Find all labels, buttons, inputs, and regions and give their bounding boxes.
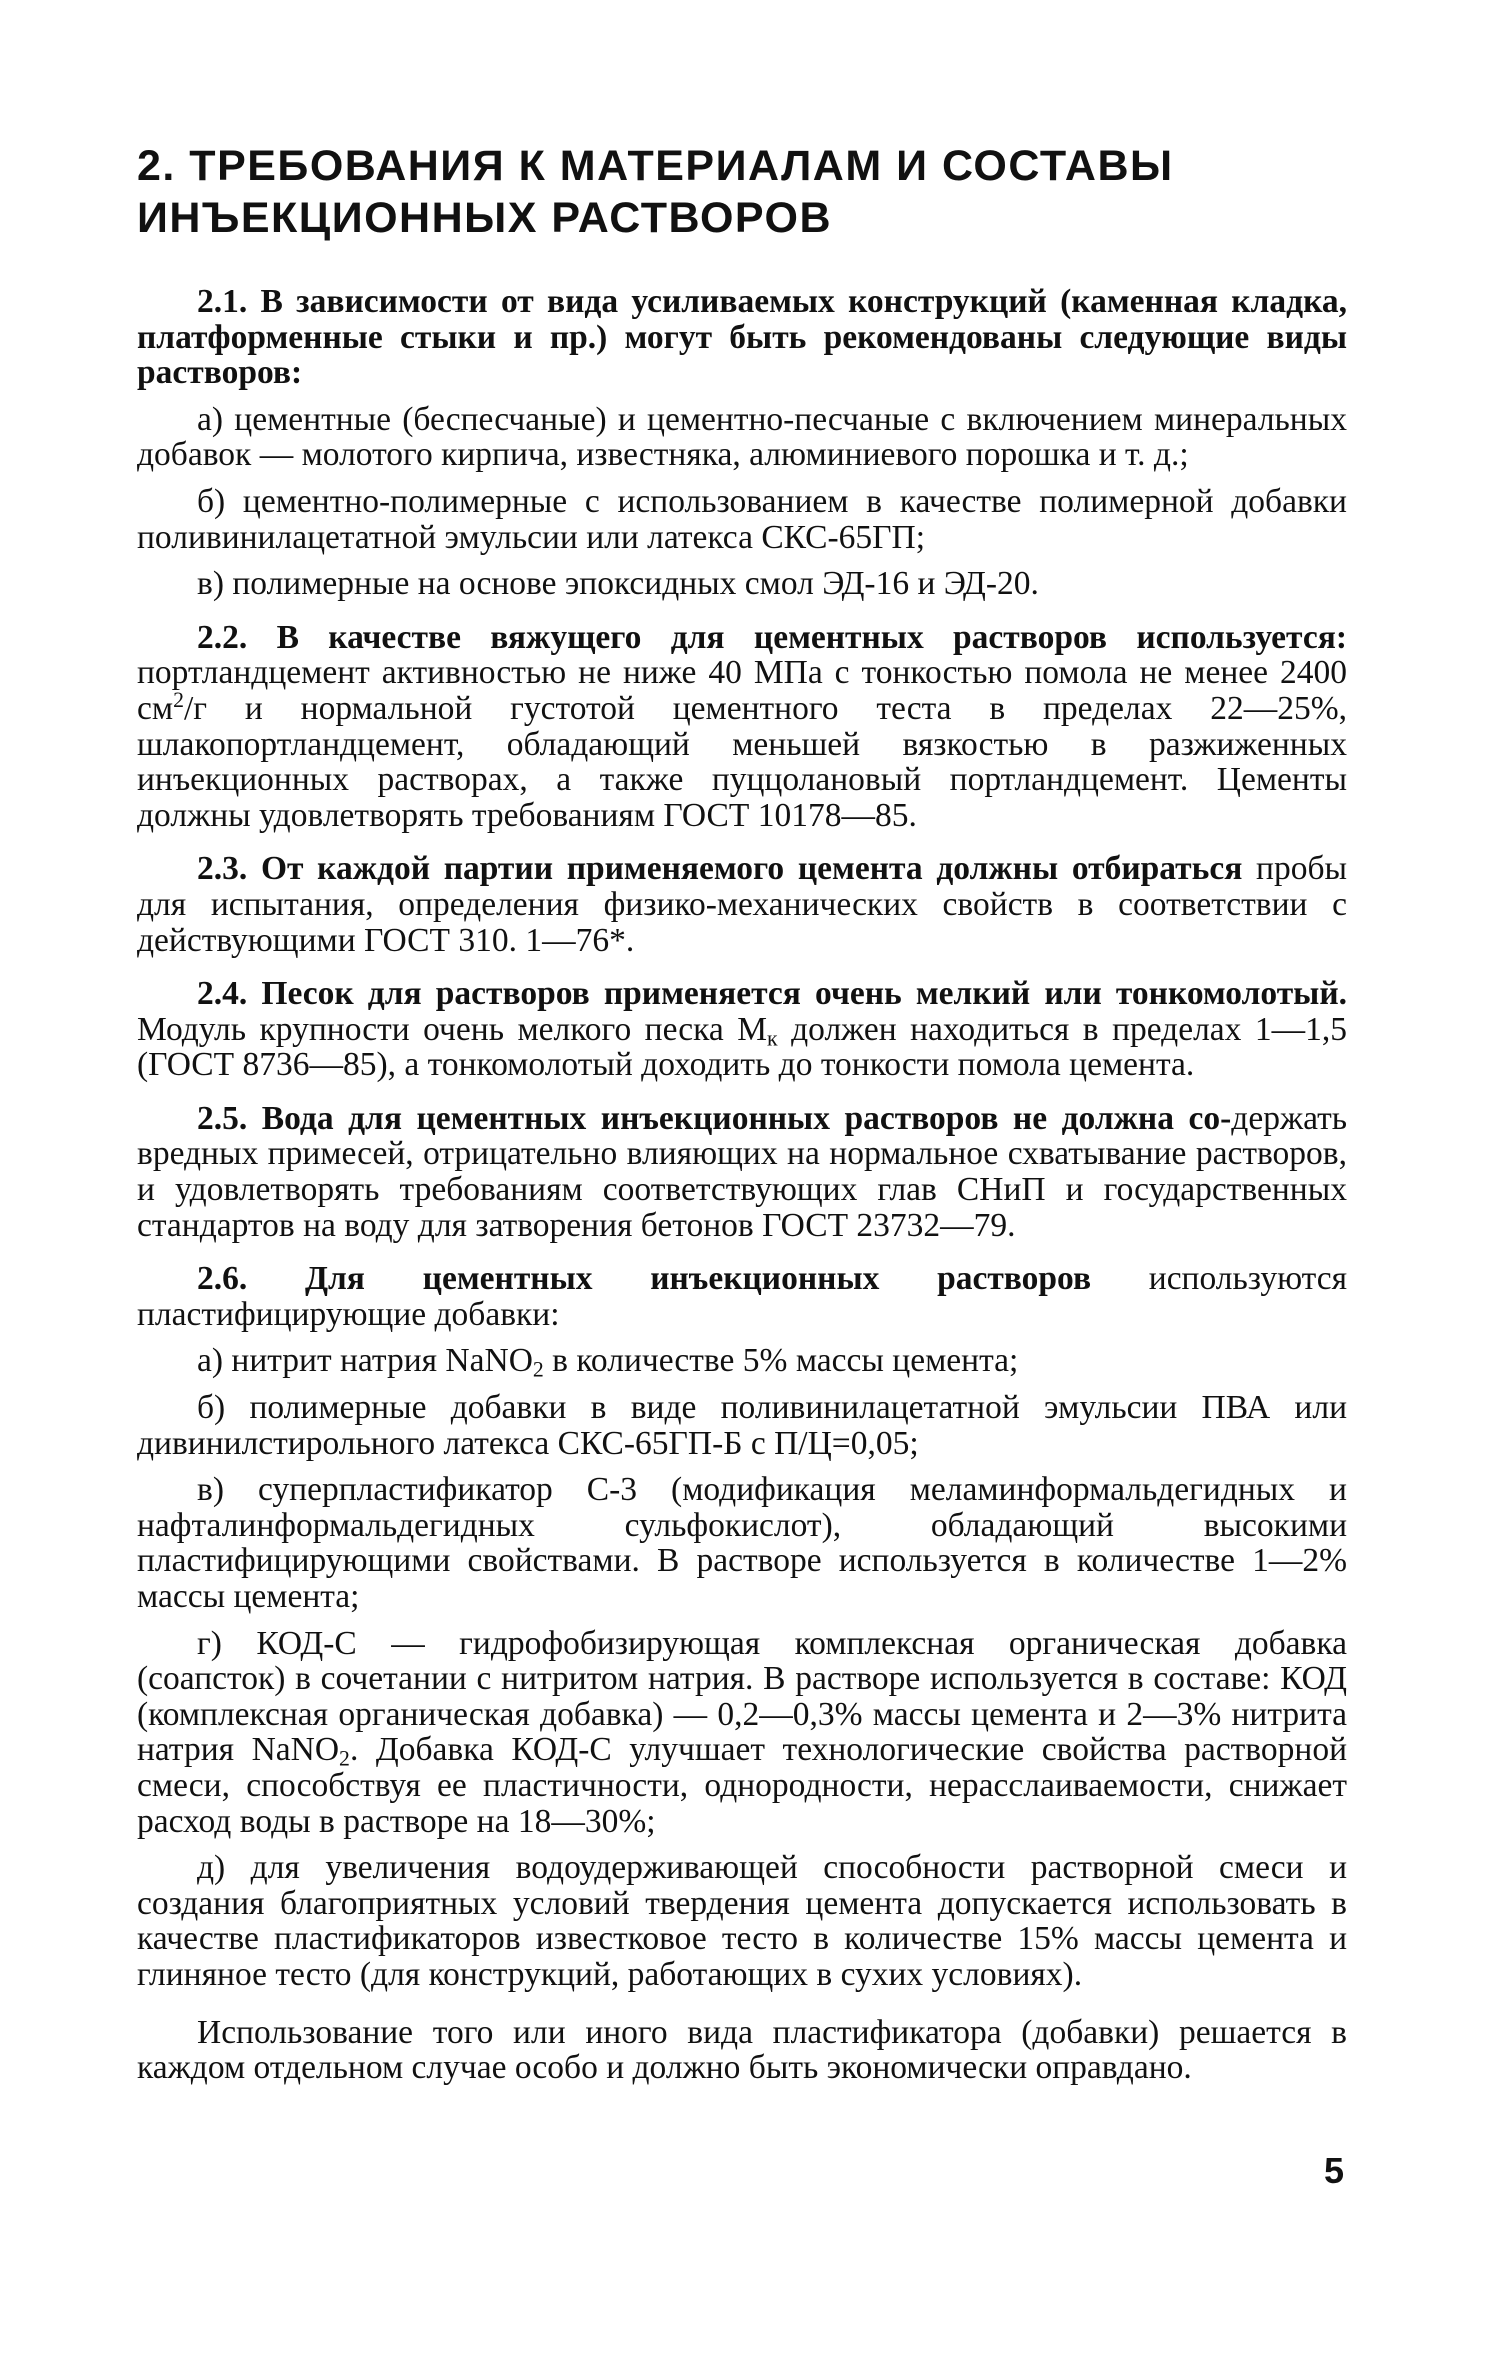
paragraph-2-5 — [137, 1101, 1347, 1243]
paragraph-2-4 — [137, 976, 1347, 1083]
clause-lead: В качестве вяжущего для цементных растворов используется: — [276, 618, 1347, 656]
paragraph-2-3 — [137, 851, 1347, 958]
clause-text: портландцемент активностью не ниже 40 МПа с тонкостью помола не менее 2400 см — [137, 654, 1347, 727]
item-2-1-c: в) полимерные на основе эпоксидных смол ЭД-16 и ЭД-20. — [197, 565, 1039, 603]
clause-number: 2.6. — [197, 1260, 248, 1298]
document-page — [137, 140, 1347, 2097]
heading-line-1: 2. ТРЕБОВАНИЯ К МАТЕРИАЛАМ И СОСТАВЫ — [137, 142, 1174, 190]
clause-text: пробы для испытания, определения физико-механических свойств в соответствии с действующими ГОСТ 310. 1—76*. — [137, 850, 1348, 959]
paragraph-2-1 — [137, 284, 1347, 391]
subscript: 2 — [532, 1357, 544, 1382]
clause-text: используются пластифицирующие добавки: — [137, 1260, 1347, 1333]
paragraph-2-6 — [137, 1261, 1347, 1332]
item-text: г) КОД-С — гидрофобизирующая комплексная органическая добавка (соапсток) в сочетании с нитритом натрия. В растворе используется в составе: КОД (комплексная органическая добавка) — 0,2—0,3% массы цемента и 2—3% нитрита натрия NaNO — [137, 1624, 1347, 1769]
item-2-6-b: б) полимерные добавки в виде поливинилацетатной эмульсии ПВА или дивинилстирольного латекса СКС-65ГП-Б с П/Ц=0,05; — [137, 1389, 1347, 1462]
clause-lead: В зависимости от вида усиливаемых конструкций (каменная кладка, платформенные стыки и пр.) могут быть рекомендованы следующие виды растворов: — [137, 283, 1347, 392]
clause-text-cont: должен находиться в пределах 1—1,5 (ГОСТ 8736—85), а тонкомолотый доходить до тонкости помола цемента. — [137, 1010, 1348, 1084]
item-2-6-c: в) суперпластификатор С-3 (модификация меламинформальдегидных и нафталинформальдегидных сульфокислот), обладающий высокими пластифицирующими свойствами. В растворе используется в количестве 1—2% массы цемента; — [137, 1471, 1347, 1615]
clause-text-cont: /г и нормальной густотой цементного теста в пределах 22—25%, шлакопортландцемент, обладающий меньшей вязкостью в разжиженных инъекционных растворах, а также пуццолановый портландцемент. Цементы должны удовлетворять требованиям ГОСТ 10178—85. — [137, 689, 1347, 834]
subscript: 2 — [339, 1746, 350, 1771]
heading-line-2: ИНЪЕКЦИОННЫХ РАСТВОРОВ — [137, 194, 833, 242]
section-heading — [137, 140, 1347, 244]
item-2-6-e: д) для увеличения водоудерживающей способности растворной смеси и создания благоприятных условий твердения цемента допускается использовать в качестве пластификаторов известковое тесто в количестве 15% массы цемента и глиняное тесто (для конструкций, работающих в сухих условиях). — [137, 1849, 1347, 1993]
clause-lead: Вода для цементных инъекционных растворов не должна со- — [261, 1099, 1232, 1137]
superscript: 2 — [173, 687, 184, 712]
clause-text: держать вредных примесей, отрицательно влияющих на нормальное схватывание растворов, и удовлетворять требованиям соответствующих глав СНиП и государственных стандартов на воду для затворения бетонов ГОСТ 23732—79. — [137, 1099, 1348, 1244]
item-text-cont: . Добавка КОД-С улучшает технологические свойства растворной смеси, способствуя ее пластичности, однородности, нерасслаиваемости, снижает расход воды в растворе на 18—30%; — [137, 1731, 1348, 1840]
item-2-6-a — [137, 1342, 1347, 1382]
closing-paragraph: Использование того или иного вида пластификатора (добавки) решается в каждом отдельном случае особо и должно быть экономически оправдано. — [137, 2013, 1347, 2087]
page-number: 5 — [1324, 2150, 1345, 2191]
paragraph-2-2 — [137, 620, 1347, 834]
item-text: а) нитрит натрия NaNO — [197, 1342, 533, 1380]
clause-number: 2.4. — [197, 975, 248, 1013]
item-2-6-d — [137, 1626, 1347, 1840]
item-text-cont: в количестве 5% массы цемента; — [552, 1342, 1019, 1380]
clause-number: 2.3. — [197, 850, 248, 888]
clause-number: 2.2. — [197, 618, 248, 656]
clause-lead: От каждой партии применяемого цемента должны отбираться — [260, 850, 1243, 888]
clause-number: 2.1. — [197, 283, 248, 320]
clause-number: 2.5. — [197, 1099, 248, 1137]
clause-lead: Для цементных инъекционных растворов — [304, 1260, 1092, 1298]
item-2-1-a: а) цементные (беспесчаные) и цементно-песчаные с включением минеральных добавок — молотого кирпича, известняка, алюминиевого порошка и т. д.; — [137, 400, 1347, 474]
item-2-1-b: б) цементно-полимерные с использованием в качестве полимерной добавки поливинилацетатной эмульсии или латекса СКС-65ГП; — [137, 482, 1347, 556]
subscript: к — [767, 1026, 778, 1051]
clause-text: Модуль крупности очень мелкого песка М — [137, 1010, 768, 1048]
clause-lead: Песок для растворов применяется очень мелкий или тонкомолотый. — [261, 975, 1348, 1013]
